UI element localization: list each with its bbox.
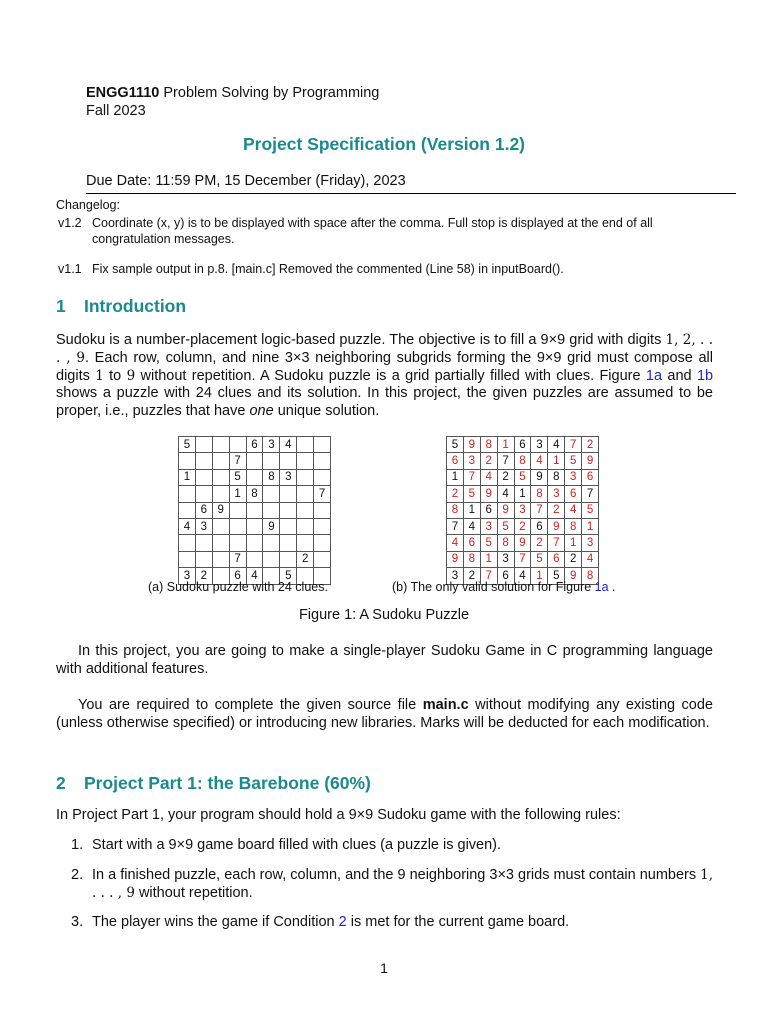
grid-cell [314, 469, 331, 485]
rules-list [56, 837, 716, 944]
grid-cell: 2 [531, 535, 548, 551]
grid-cell: 4 [280, 437, 297, 453]
grid-cell: 4 [179, 518, 196, 534]
grid-cell [212, 469, 229, 485]
changelog-text: Coordinate (x, y) is to be displayed with space after the comma. Full stop is displayed at the end of all congratulation messages. [92, 216, 653, 246]
figure-link-1a[interactable]: 1a [645, 367, 663, 384]
grid-cell: 1 [582, 518, 599, 534]
grid-cell: 5 [497, 518, 514, 534]
grid-cell [212, 486, 229, 502]
section-heading-part1: 2 Project Part 1: the Barebone (60%) [56, 773, 371, 793]
section-heading-introduction: 1 Introduction [56, 296, 187, 316]
grid-cell: 7 [565, 437, 582, 453]
sudoku-solution-grid [446, 436, 599, 585]
caption-a: (a) Sudoku puzzle with 24 clues. [148, 580, 328, 594]
list-item: 2. In a finished puzzle, each row, column, and the 9 neighboring 3×3 grids must contain numbers 1, . . . , 9 without repetition. [71, 866, 714, 901]
grid-cell: 7 [229, 551, 246, 567]
grid-cell [297, 453, 314, 469]
grid-cell: 7 [497, 453, 514, 469]
grid-cell [280, 453, 297, 469]
grid-cell [297, 535, 314, 551]
grid-cell: 9 [514, 535, 531, 551]
grid-cell: 2 [514, 518, 531, 534]
grid-cell: 1 [548, 453, 565, 469]
grid-cell: 2 [497, 469, 514, 485]
grid-cell [263, 453, 280, 469]
grid-cell: 5 [229, 469, 246, 485]
changelog-version: v1.2 [58, 216, 82, 230]
grid-cell [314, 535, 331, 551]
part1-intro: In Project Part 1, your program should hold a 9×9 Sudoku game with the following rules: [56, 807, 621, 823]
grid-cell: 4 [463, 518, 480, 534]
grid-cell: 1 [447, 469, 464, 485]
grid-cell [195, 535, 212, 551]
grid-cell: 8 [480, 437, 497, 453]
grid-cell [229, 437, 246, 453]
grid-cell: 5 [514, 469, 531, 485]
grid-row [447, 453, 599, 469]
grid-row [447, 437, 599, 453]
grid-cell: 2 [297, 551, 314, 567]
grid-cell: 7 [463, 469, 480, 485]
grid-cell [280, 535, 297, 551]
figure-link-1b[interactable]: 1b [696, 367, 714, 384]
course-header [86, 84, 379, 120]
grid-cell: 9 [480, 486, 497, 502]
paragraph-requirements: You are required to complete the given source file main.c without modifying any existing code (unless otherwise specified) or introducing new libraries. Marks will be deducted for each modification. [56, 697, 714, 731]
grid-cell: 4 [246, 568, 263, 584]
intro-paragraph: Sudoku is a number-placement logic-based puzzle. The objective is to fill a 9×9 grid with digits 1, 2, . . . , 9. Each row, column, and nine 3×3 neighboring subgrids forming the 9×9 grid must compose all digits 1 to 9 without repetition. A Sudoku puzzle is a grid partially filled with clues. Figure 1a and 1b shows a puzzle with 24 clues and its solution. In this project, the given puzzles are assumed to be proper, i.e., puzzles that have one unique solution. [56, 332, 714, 420]
grid-cell [212, 551, 229, 567]
grid-cell: 7 [480, 568, 497, 584]
grid-cell: 4 [582, 551, 599, 567]
changelog-version: v1.1 [58, 262, 82, 276]
grid-row [447, 486, 599, 502]
grid-cell [280, 502, 297, 518]
grid-cell [314, 502, 331, 518]
grid-cell: 8 [548, 469, 565, 485]
grid-cell: 9 [447, 551, 464, 567]
grid-cell [179, 502, 196, 518]
grid-cell [314, 437, 331, 453]
grid-cell: 8 [497, 535, 514, 551]
grid-cell [246, 535, 263, 551]
grid-cell: 8 [463, 551, 480, 567]
grid-cell: 9 [497, 502, 514, 518]
grid-cell [195, 486, 212, 502]
page-number: 1 [380, 960, 388, 976]
header-divider [86, 193, 736, 194]
changelog-label: Changelog: [56, 198, 120, 212]
grid-cell [212, 535, 229, 551]
grid-cell: 2 [565, 551, 582, 567]
grid-cell [179, 486, 196, 502]
grid-cell: 1 [179, 469, 196, 485]
grid-cell [297, 502, 314, 518]
grid-cell: 3 [263, 437, 280, 453]
changelog-entry [56, 261, 724, 277]
grid-cell: 8 [263, 469, 280, 485]
figure-link-1a[interactable]: 1a [594, 580, 609, 594]
grid-cell: 5 [582, 502, 599, 518]
grid-row [447, 535, 599, 551]
grid-cell: 2 [463, 568, 480, 584]
grid-cell: 2 [480, 453, 497, 469]
changelog [56, 197, 724, 277]
grid-cell: 4 [514, 568, 531, 584]
grid-cell [212, 453, 229, 469]
course-code: ENGG1110 [86, 85, 160, 101]
grid-cell: 9 [212, 502, 229, 518]
grid-cell: 3 [280, 469, 297, 485]
grid-row [179, 518, 331, 534]
grid-cell [263, 502, 280, 518]
grid-cell: 3 [514, 502, 531, 518]
grid-cell: 4 [497, 486, 514, 502]
grid-cell [212, 437, 229, 453]
grid-cell [212, 518, 229, 534]
grid-cell [246, 551, 263, 567]
grid-cell: 9 [263, 518, 280, 534]
grid-cell [297, 518, 314, 534]
grid-cell: 8 [514, 453, 531, 469]
grid-cell [314, 551, 331, 567]
grid-cell [297, 469, 314, 485]
grid-cell: 2 [548, 502, 565, 518]
grid-cell: 4 [447, 535, 464, 551]
grid-cell: 5 [179, 437, 196, 453]
grid-cell: 6 [497, 568, 514, 584]
grid-row [447, 551, 599, 567]
grid-row [447, 469, 599, 485]
grid-cell: 4 [480, 469, 497, 485]
grid-cell: 5 [548, 568, 565, 584]
grid-cell: 7 [548, 535, 565, 551]
grid-cell: 9 [565, 568, 582, 584]
grid-cell [246, 469, 263, 485]
grid-cell [297, 437, 314, 453]
grid-cell: 5 [280, 568, 297, 584]
grid-cell: 3 [195, 518, 212, 534]
grid-cell: 5 [531, 551, 548, 567]
grid-cell: 6 [463, 535, 480, 551]
grid-cell: 7 [514, 551, 531, 567]
grid-cell [280, 486, 297, 502]
grid-cell: 6 [229, 568, 246, 584]
grid-cell: 8 [582, 568, 599, 584]
list-item: 3. The player wins the game if Condition 2 is met for the current game board. [71, 914, 570, 931]
grid-cell: 3 [497, 551, 514, 567]
grid-cell: 2 [447, 486, 464, 502]
grid-cell: 4 [565, 502, 582, 518]
grid-row [447, 502, 599, 518]
grid-cell [314, 518, 331, 534]
grid-cell [179, 551, 196, 567]
term: Fall 2023 [86, 103, 146, 119]
grid-cell: 2 [195, 568, 212, 584]
grid-cell [280, 551, 297, 567]
grid-cell: 6 [531, 518, 548, 534]
grid-cell: 3 [447, 568, 464, 584]
grid-cell [195, 551, 212, 567]
grid-cell: 8 [531, 486, 548, 502]
grid-cell: 1 [565, 535, 582, 551]
grid-cell: 8 [447, 502, 464, 518]
grid-cell: 8 [565, 518, 582, 534]
grid-row [179, 551, 331, 567]
grid-cell: 6 [246, 437, 263, 453]
grid-row [179, 453, 331, 469]
grid-cell: 5 [447, 437, 464, 453]
condition-link[interactable]: 2 [338, 914, 347, 931]
grid-cell [229, 502, 246, 518]
grid-cell: 6 [514, 437, 531, 453]
grid-cell: 6 [480, 502, 497, 518]
grid-cell: 3 [548, 486, 565, 502]
grid-cell: 5 [463, 486, 480, 502]
grid-cell: 9 [463, 437, 480, 453]
grid-cell [246, 502, 263, 518]
course-name: Problem Solving by Programming [163, 85, 380, 101]
grid-cell: 1 [497, 437, 514, 453]
grid-cell: 6 [195, 502, 212, 518]
grid-cell [314, 453, 331, 469]
grid-cell [195, 437, 212, 453]
grid-cell: 6 [548, 551, 565, 567]
page-title: Project Specification (Version 1.2) [242, 134, 526, 154]
grid-cell [263, 535, 280, 551]
grid-row [179, 486, 331, 502]
grid-cell [179, 453, 196, 469]
grid-cell: 7 [229, 453, 246, 469]
grid-cell: 7 [582, 486, 599, 502]
grid-cell: 6 [565, 486, 582, 502]
grid-cell: 2 [582, 437, 599, 453]
grid-cell [263, 486, 280, 502]
figure-caption: Figure 1: A Sudoku Puzzle [298, 607, 470, 623]
grid-cell: 1 [514, 486, 531, 502]
due-date: Due Date: 11:59 PM, 15 December (Friday), 2023 [86, 173, 406, 189]
grid-cell: 8 [246, 486, 263, 502]
grid-cell: 3 [179, 568, 196, 584]
grid-cell: 3 [531, 437, 548, 453]
grid-cell: 3 [565, 469, 582, 485]
grid-cell [179, 535, 196, 551]
changelog-text: Fix sample output in p.8. [main.c] Removed the commented (Line 58) in inputBoard(). [92, 262, 564, 276]
grid-cell [246, 518, 263, 534]
caption-b: (b) The only valid solution for Figure 1a . [392, 580, 616, 594]
grid-cell: 4 [531, 453, 548, 469]
grid-cell: 4 [548, 437, 565, 453]
changelog-entry [56, 215, 724, 247]
grid-cell: 6 [582, 469, 599, 485]
grid-cell: 1 [531, 568, 548, 584]
grid-cell: 9 [582, 453, 599, 469]
grid-cell [229, 535, 246, 551]
grid-row [179, 469, 331, 485]
grid-cell [195, 469, 212, 485]
grid-cell: 5 [480, 535, 497, 551]
source-file-name: main.c [422, 697, 469, 713]
grid-cell: 9 [531, 469, 548, 485]
grid-cell: 5 [565, 453, 582, 469]
sudoku-puzzle-grid [178, 436, 331, 585]
list-item: 1. Start with a 9×9 game board filled with clues (a puzzle is given). [71, 837, 502, 853]
grid-cell [195, 453, 212, 469]
grid-row [447, 518, 599, 534]
grid-cell: 3 [463, 453, 480, 469]
grid-cell: 3 [582, 535, 599, 551]
grid-cell: 1 [480, 551, 497, 567]
grid-cell: 1 [229, 486, 246, 502]
grid-cell: 7 [314, 486, 331, 502]
grid-cell: 1 [463, 502, 480, 518]
grid-row [179, 535, 331, 551]
grid-cell: 7 [531, 502, 548, 518]
grid-cell: 6 [447, 453, 464, 469]
grid-cell [246, 453, 263, 469]
grid-cell [297, 486, 314, 502]
grid-cell: 3 [480, 518, 497, 534]
grid-row [179, 502, 331, 518]
grid-cell: 9 [548, 518, 565, 534]
grid-cell [280, 518, 297, 534]
paragraph-project-overview: In this project, you are going to make a single-player Sudoku Game in C programming language with additional features. [56, 643, 713, 677]
grid-cell: 7 [447, 518, 464, 534]
grid-row [179, 437, 331, 453]
grid-cell [229, 518, 246, 534]
grid-cell [263, 551, 280, 567]
